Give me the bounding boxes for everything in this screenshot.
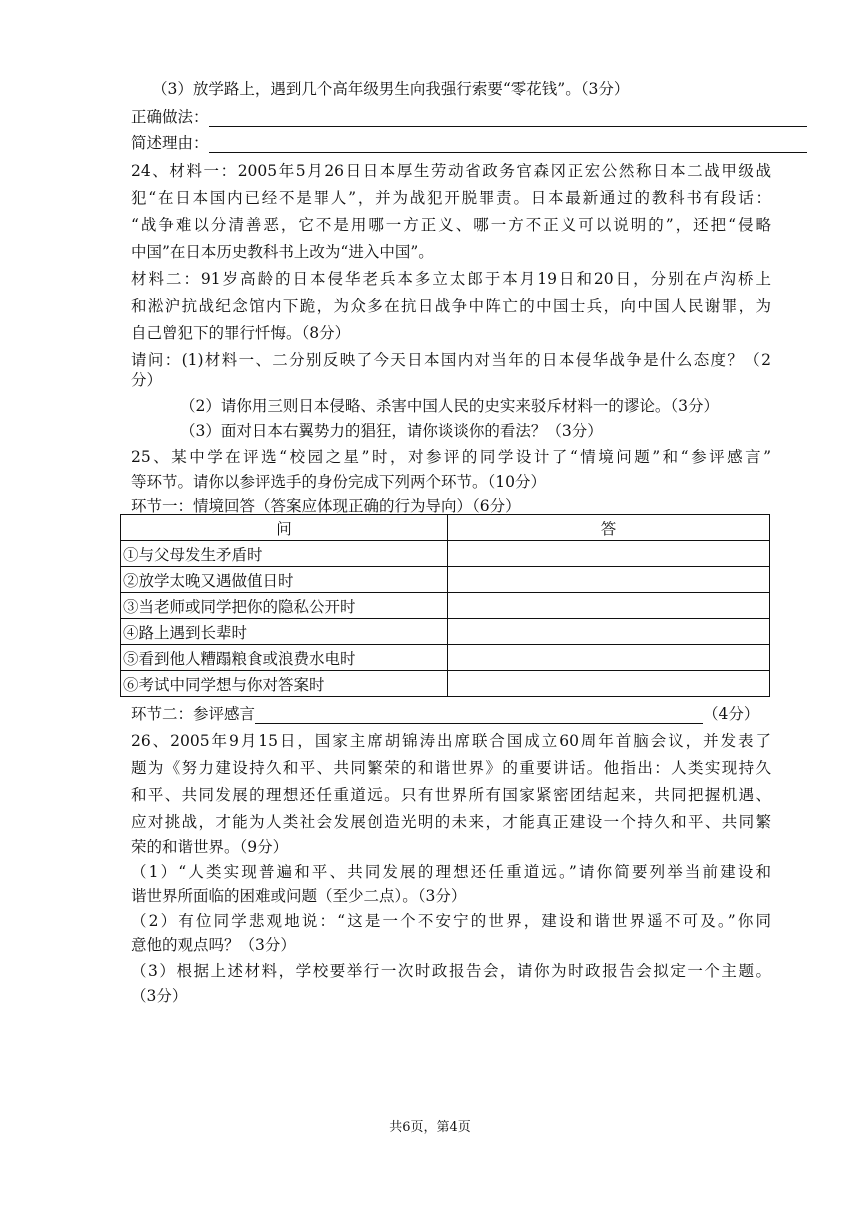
q23-3-prompt: （3）放学路上，遇到几个高年级男生向我强行索要“零花钱”。（3分） bbox=[152, 80, 630, 98]
q24-material2-line: 材料二：91岁高龄的日本侵华老兵本多立太郎于本月19日和20日，分别在卢沟桥上 bbox=[131, 270, 771, 288]
q26-intro-line: 荣的和谐世界。（9分） bbox=[131, 838, 289, 856]
answer-cell[interactable] bbox=[448, 645, 770, 671]
reason-blank[interactable] bbox=[209, 136, 807, 153]
q26-sub3-line: （3）根据上述材料，学校要举行一次时政报告会，请你为时政报告会拟定一个主题。 bbox=[131, 962, 771, 980]
answer-label: 正确做法： bbox=[131, 108, 209, 126]
answer-cell[interactable] bbox=[448, 567, 770, 593]
header-question: 问 bbox=[121, 515, 448, 541]
table-row bbox=[121, 541, 770, 567]
q26-sub1-line: 谐世界所面临的困难或问题（至少二点）。（3分） bbox=[131, 887, 467, 905]
q26-intro-line: 题为《努力建设持久和平、共同繁荣的和谐世界》的重要讲话。他指出：人类实现持久 bbox=[131, 759, 771, 777]
question-cell: ⑤看到他人糟蹋粮食或浪费水电时 bbox=[121, 645, 448, 671]
answer-cell[interactable] bbox=[448, 593, 770, 619]
table-header-row bbox=[121, 515, 770, 541]
q24-material1-line: 24、材料一：2005年5月26日日本厚生劳动省政务官森冈正宏公然称日本二战甲级战 bbox=[131, 162, 771, 180]
q25-part1-label: 环节一：情境回答（答案应体现正确的行为导向）（6分） bbox=[131, 497, 521, 515]
answer-cell[interactable] bbox=[448, 541, 770, 567]
answer-blank[interactable] bbox=[209, 110, 807, 127]
q24-material2-line: 自己曾犯下的罪行忏悔。（8分） bbox=[131, 324, 351, 342]
q24-material1-line: “战争难以分清善恶，它不是用哪一方正义、哪一方不正义可以说明的”，还把“侵略 bbox=[131, 216, 771, 234]
part2-label: 环节二：参评感言 bbox=[131, 705, 256, 723]
page-footer: 共6页，第4页 bbox=[389, 1120, 471, 1135]
q26-sub2-line: （2）有位同学悲观地说：“这是一个不安宁的世界，建设和谐世界遥不可及。”你同 bbox=[131, 912, 771, 930]
q26-sub3-line: （3分） bbox=[131, 987, 188, 1005]
q24-question-line: 请问：(1)材料一、二分别反映了今天日本国内对当年的日本侵华战争是什么态度？（2 bbox=[131, 351, 771, 369]
q25-part2-row bbox=[131, 704, 771, 724]
header-answer: 答 bbox=[448, 515, 770, 541]
part2-blank[interactable] bbox=[255, 707, 703, 724]
situation-table bbox=[120, 514, 770, 697]
q25-intro-line: 等环节。请你以参评选手的身份完成下列两个环节。（10分） bbox=[131, 473, 546, 491]
answer-cell[interactable] bbox=[448, 671, 770, 697]
q24-sub2: （2）请你用三则日本侵略、杀害中国人民的史实来驳斥材料一的谬论。（3分） bbox=[180, 397, 719, 415]
table-row bbox=[121, 593, 770, 619]
question-cell: ⑥考试中同学想与你对答案时 bbox=[121, 671, 448, 697]
q23-3-reason-row bbox=[131, 133, 771, 153]
question-cell: ①与父母发生矛盾时 bbox=[121, 541, 448, 567]
q25-intro-line: 25、某中学在评选“校园之星”时，对参评的同学设计了“情境问题”和“参评感言” bbox=[131, 448, 771, 466]
q24-material2-line: 和淞沪抗战纪念馆内下跪，为众多在抗日战争中阵亡的中国士兵，向中国人民谢罪，为 bbox=[131, 297, 771, 315]
q26-intro-line: 26、2005年9月15日，国家主席胡锦涛出席联合国成立60周年首脑会议，并发表了 bbox=[131, 732, 771, 750]
q23-3-answer-row bbox=[131, 107, 771, 127]
part2-score: （4分） bbox=[703, 705, 760, 723]
answer-cell[interactable] bbox=[448, 619, 770, 645]
q24-material1-line: 中国”在日本历史教科书上改为“进入中国”。 bbox=[131, 243, 434, 261]
q26-sub2-line: 意他的观点吗？（3分） bbox=[131, 936, 296, 954]
table-row bbox=[121, 645, 770, 671]
question-cell: ②放学太晚又遇做值日时 bbox=[121, 567, 448, 593]
reason-label: 简述理由： bbox=[131, 134, 209, 152]
q24-sub3: （3）面对日本右翼势力的猖狂，请你谈谈你的看法？（3分） bbox=[180, 422, 603, 440]
question-cell: ④路上遇到长辈时 bbox=[121, 619, 448, 645]
q26-intro-line: 应对挑战，才能为人类社会发展创造光明的未来，才能真正建设一个持久和平、共同繁 bbox=[131, 813, 771, 831]
q26-sub1-line: （1）“人类实现普遍和平、共同发展的理想还任重道远。”请你简要列举当前建设和 bbox=[131, 863, 771, 881]
q24-material1-line: 犯“在日本国内已经不是罪人”，并为战犯开脱罪责。日本最新通过的教科书有段话： bbox=[131, 189, 771, 207]
table-row bbox=[121, 671, 770, 697]
q26-intro-line: 和平、共同发展的理想还任重道远。只有世界所有国家紧密团结起来，共同把握机遇、 bbox=[131, 786, 771, 804]
q24-question-line: 分） bbox=[131, 371, 163, 389]
table-row bbox=[121, 619, 770, 645]
question-cell: ③当老师或同学把你的隐私公开时 bbox=[121, 593, 448, 619]
table-row bbox=[121, 567, 770, 593]
